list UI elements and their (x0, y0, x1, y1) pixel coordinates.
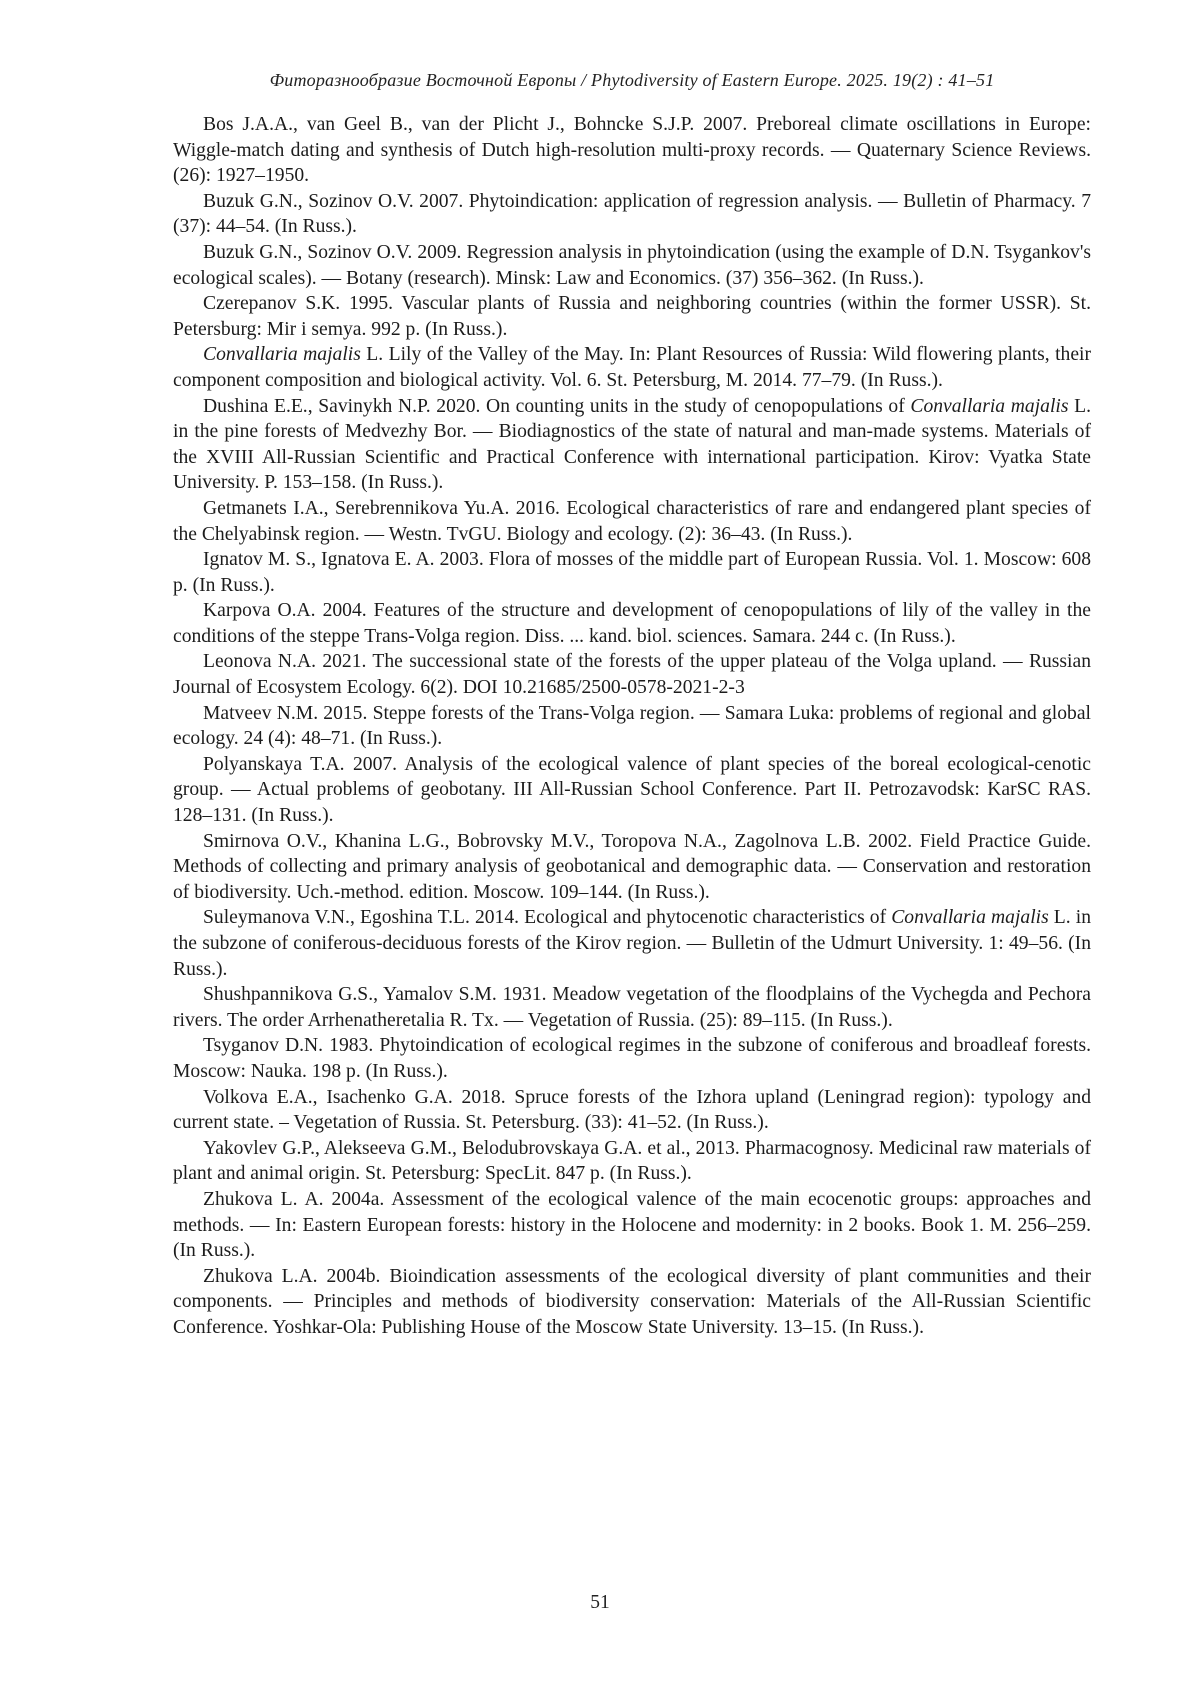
reference-entry (173, 905, 1091, 982)
species-name: Convallaria majalis (891, 907, 1049, 928)
reference-text: Buzuk G.N., Sozinov O.V. 2007. Phytoindication: application of regression analysis. — Bulletin of Pharmacy. 7 (37): 44–54. (In Russ.). (173, 191, 1091, 238)
reference-text: Dushina E.E., Savinykh N.P. 2020. On counting units in the study of cenopopulations of (203, 396, 910, 417)
reference-entry (173, 982, 1091, 1033)
reference-text: L. in the subzone of coniferous-deciduous forests of the Kirov region. — Bulletin of the Udmurt University. 1: 49–56. (In Russ.). (173, 907, 1091, 979)
reference-text: Leonova N.A. 2021. The successional state of the forests of the upper plateau of the Volga upland. — Russian Journal of Ecosystem Ecology. 6(2). DOI 10.21685/2500-0578-2021-2-3 (173, 651, 1091, 698)
reference-text: Buzuk G.N., Sozinov O.V. 2009. Regression analysis in phytoindication (using the example of D.N. Tsygankov's ecological scales). — Botany (research). Minsk: Law and Economics. (37) 356–362. (In Russ.). (173, 242, 1091, 289)
reference-entry (173, 701, 1091, 752)
reference-text: Karpova O.A. 2004. Features of the structure and development of cenopopulations of lily of the valley in the conditions of the steppe Trans-Volga region. Diss. ... kand. biol. sciences. Samara. 244 c. (In Russ.). (173, 600, 1091, 647)
running-header: Фиторазнообразие Восточной Европы / Phytodiversity of Eastern Europe. 2025. 19(2) : 41–51 (173, 70, 1091, 91)
reference-text: Getmanets I.A., Serebrennikova Yu.A. 2016. Ecological characteristics of rare and endangered plant species of the Chelyabinsk region. — Westn. TvGU. Biology and ecology. (2): 36–43. (In Russ.). (173, 498, 1091, 545)
reference-text: Zhukova L. A. 2004a. Assessment of the ecological valence of the main ecocenotic groups: approaches and methods. — In: Eastern European forests: history in the Holocene and modernity: in 2 books. Book 1. M. 256–259. (In Russ.). (173, 1189, 1091, 1261)
reference-entry (173, 1264, 1091, 1341)
reference-entry (173, 1136, 1091, 1187)
page (0, 0, 1200, 1697)
reference-entry (173, 189, 1091, 240)
reference-entry (173, 547, 1091, 598)
species-name: Convallaria majalis (910, 396, 1068, 417)
reference-entry (173, 598, 1091, 649)
reference-text: L. Lily of the Valley of the May. In: Plant Resources of Russia: Wild flowering plants, their component composition and biological activity. Vol. 6. St. Petersburg, M. 2014. 77–79. (In Russ.). (173, 344, 1091, 391)
reference-entry (173, 1187, 1091, 1264)
reference-entry (173, 112, 1091, 189)
reference-list (173, 112, 1091, 1341)
reference-text: Suleymanova V.N., Egoshina T.L. 2014. Ecological and phytocenotic characteristics of (203, 907, 891, 928)
reference-text: Tsyganov D.N. 1983. Phytoindication of ecological regimes in the subzone of coniferous and broadleaf forests. Moscow: Nauka. 198 p. (In Russ.). (173, 1035, 1091, 1082)
reference-text: Volkova E.A., Isachenko G.A. 2018. Spruce forests of the Izhora upland (Leningrad region): typology and current state. – Vegetation of Russia. St. Petersburg. (33): 41–52. (In Russ.). (173, 1087, 1091, 1134)
page-number: 51 (0, 1592, 1200, 1614)
reference-text: Czerepanov S.K. 1995. Vascular plants of Russia and neighboring countries (within the former USSR). St. Petersburg: Mir i semya. 992 p. (In Russ.). (173, 293, 1091, 340)
reference-text: Matveev N.M. 2015. Steppe forests of the Trans-Volga region. — Samara Luka: problems of regional and global ecology. 24 (4): 48–71. (In Russ.). (173, 703, 1091, 750)
reference-entry (173, 829, 1091, 906)
reference-entry (173, 291, 1091, 342)
reference-text: Zhukova L.A. 2004b. Bioindication assessments of the ecological diversity of plant communities and their components. — Principles and methods of biodiversity conservation: Materials of the All-Russian Scientific Conference. Yoshkar-Ola: Publishing House of the Moscow State University. 13–15. (In Russ.). (173, 1266, 1091, 1338)
reference-text: Yakovlev G.P., Alekseeva G.M., Belodubrovskaya G.A. et al., 2013. Pharmacognosy. Medicinal raw materials of plant and animal origin. St. Petersburg: SpecLit. 847 p. (In Russ.). (173, 1138, 1091, 1185)
reference-entry (173, 342, 1091, 393)
reference-entry (173, 1033, 1091, 1084)
reference-entry (173, 752, 1091, 829)
reference-entry (173, 240, 1091, 291)
reference-entry (173, 496, 1091, 547)
reference-text: Ignatov M. S., Ignatova E. A. 2003. Flora of mosses of the middle part of European Russia. Vol. 1. Moscow: 608 p. (In Russ.). (173, 549, 1091, 596)
reference-entry (173, 649, 1091, 700)
reference-entry (173, 1085, 1091, 1136)
reference-text: Smirnova O.V., Khanina L.G., Bobrovsky M.V., Toropova N.A., Zagolnova L.B. 2002. Field Practice Guide. Methods of collecting and primary analysis of geobotanical and demographic data. — Conservation and restoration of biodiversity. Uch.-method. edition. Moscow. 109–144. (In Russ.). (173, 831, 1091, 903)
reference-entry (173, 394, 1091, 496)
reference-text: Polyanskaya T.A. 2007. Analysis of the ecological valence of plant species of the boreal ecological-cenotic group. — Actual problems of geobotany. III All-Russian School Conference. Part II. Petrozavodsk: KarSC RAS. 128–131. (In Russ.). (173, 754, 1091, 826)
species-name: Convallaria majalis (203, 344, 361, 365)
reference-text: L. in the pine forests of Medvezhy Bor. — Biodiagnostics of the state of natural and man-made systems. Materials of the XVIII All-Russian Scientific and Practical Conference with international participation. Kirov: Vyatka State University. P. 153–158. (In Russ.). (173, 396, 1091, 494)
reference-text: Shushpannikova G.S., Yamalov S.M. 1931. Meadow vegetation of the floodplains of the Vychegda and Pechora rivers. The order Arrhenatheretalia R. Tx. — Vegetation of Russia. (25): 89–115. (In Russ.). (173, 984, 1091, 1031)
reference-text: Bos J.A.A., van Geel B., van der Plicht J., Bohncke S.J.P. 2007. Preboreal climate oscillations in Europe: Wiggle-match dating and synthesis of Dutch high-resolution multi-proxy records. — Quaternary Science Reviews. (26): 1927–1950. (173, 114, 1091, 186)
